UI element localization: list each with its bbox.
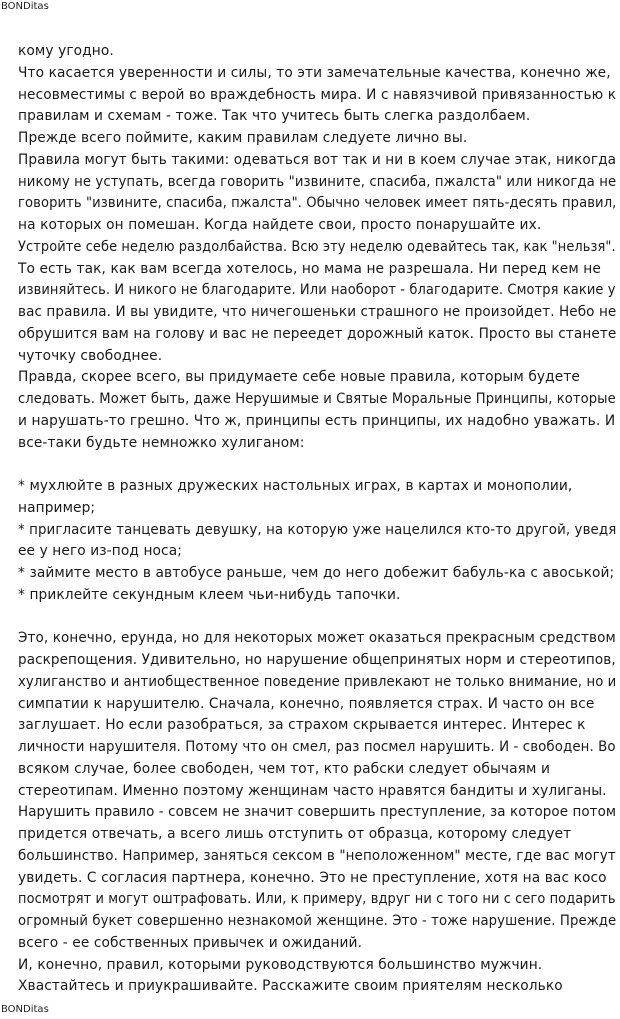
text-line: все-таки будьте немножко хулиганом: — [18, 434, 305, 451]
text-line: огромный букет совершенно незнакомой женщине. Это - тоже нарушение. Прежде — [18, 913, 617, 929]
blank-line — [18, 454, 618, 476]
text-line: большинство. Например, заняться сексом в "неположенном" месте, где вас могут — [18, 847, 616, 864]
text-line: и нарушать-то грешно. Что ж, принципы есть принципы, их надобно уважать. И — [18, 412, 616, 429]
text-line: То есть так, как вам всегда хотелось, но мама не разрешала. Ни перед кем не — [18, 260, 601, 277]
text-line: вас правила. И вы увидите, что ничегошеньки страшного не произойдет. Небо не — [18, 304, 617, 320]
text-line: придется отвечать, а всего лишь отступить от образца, которому следует — [18, 826, 572, 842]
text-line: увидеть. С согласия партнера, конечно. Это не преступление, хотя на вас косо — [18, 869, 607, 886]
text-line: заглушает. Но если разобраться, за страхом скрывается интерес. Интерес к — [18, 717, 586, 734]
text-line: следовать. Может быть, даже Нерушимые и Святые Моральные Принципы, которые — [18, 391, 616, 407]
document-body — [18, 41, 618, 998]
text-line: хулиганство и антиобщественное поведение привлекают не только внимание, но и — [18, 673, 617, 690]
text-line: Что касается уверенности и силы, то эти замечательные качества, конечно же, — [18, 64, 611, 81]
text-line: * приклейте секундным клеем чьи-нибудь тапочки. — [18, 586, 401, 603]
text-line: несовместимы с верой во враждебность мира. И с навязчивой привязанностью к — [18, 86, 617, 103]
page-footer: BONDitas — [1, 1004, 49, 1015]
text-line: посмотрят и могут оштрафовать. Или, к примеру, вдруг ни с того ни с сего подарить — [18, 891, 616, 908]
text-line: говорить "извините, спасиба, пжалста". Обычно человек имеет пять-десять правил, — [18, 195, 617, 212]
text-line: чуточку свободнее. — [18, 347, 163, 364]
text-line: ее у него из-под носа; — [18, 543, 182, 560]
text-line: личности нарушителя. Потому что он смел, раз посмел нарушить. И - свободен. Во — [18, 739, 616, 755]
text-line: И, конечно, правил, которыми руководствуются большинство мужчин. — [18, 956, 543, 973]
text-line: на которых он помешан. Когда найдете свои, просто понарушайте их. — [18, 217, 542, 233]
blank-line — [18, 607, 618, 629]
text-line: всего - ее собственных привычек и ожиданий. — [18, 934, 363, 951]
text-line: * мухлюйте в разных дружеских настольных играх, в картах и монополии, — [18, 478, 573, 494]
text-line: Нарушить правило - совсем не значит совершить преступление, за которое потом — [18, 804, 617, 821]
text-line: кому угодно. — [18, 43, 114, 59]
text-line: раскрепощения. Удивительно, но нарушение общепринятых норм и стереотипов, — [18, 652, 616, 668]
text-line: симпатии к нарушителю. Сначала, конечно, появляется страх. И часто он все — [18, 695, 595, 712]
text-line: Устройте себе неделю раздолбайства. Всю эту неделю одевайтесь так, как "нельзя". — [18, 238, 616, 255]
text-line: Хвастайтесь и приукрашивайте. Расскажите своим приятелям несколько — [18, 978, 563, 995]
text-line: стереотипам. Именно поэтому женщинам часто нравятся бандиты и хулиганы. — [18, 782, 607, 799]
text-line: Это, конечно, ерунда, но для некоторых может оказаться прекрасным средством — [18, 630, 616, 647]
text-line: Прежде всего поймите, каким правилам следуете лично вы. — [18, 130, 468, 146]
text-line: Правила могут быть такими: одеваться вот так и ни в коем случае этак, никогда — [18, 151, 617, 168]
text-line: правилам и схемам - тоже. Так что учитесь быть слегка раздолбаем. — [18, 108, 531, 125]
text-line: Правда, скорее всего, вы придумаете себе новые правила, которым будете — [18, 369, 580, 386]
text-line: извиняйтесь. И никого не благодарите. Или наоборот - благодарите. Смотря какие у — [18, 282, 616, 299]
text-line: всяком случае, более свободен, чем тот, кто рабски следует обычаям и — [18, 760, 551, 777]
text-line: * пригласите танцевать девушку, на которую уже нацелился кто-то другой, уведя — [18, 521, 617, 538]
text-line: обрушится вам на голову и вас не переедет дорожный каток. Просто вы станете — [18, 325, 617, 342]
page-header: BONDitas — [1, 1, 49, 12]
text-line: * займите место в автобусе раньше, чем до него добежит бабуль-ка с авоськой; — [18, 565, 615, 581]
text-line: никому не уступать, всегда говорить "извините, спасиба, пжалста" или никогда не — [18, 173, 617, 190]
text-line: например; — [18, 499, 96, 516]
